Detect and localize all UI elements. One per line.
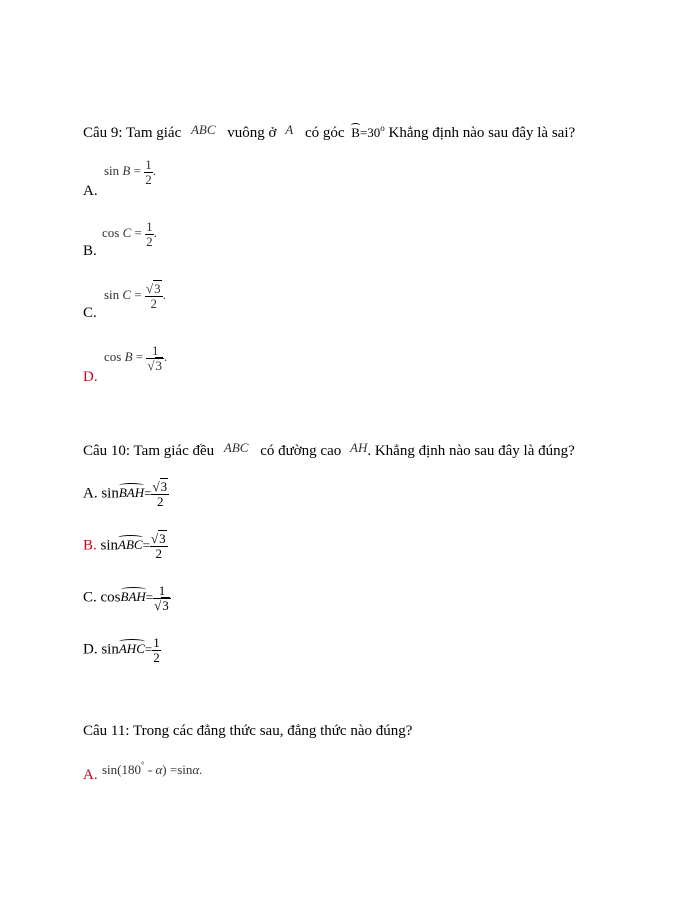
denominator: 2 (145, 296, 163, 310)
q10-option-b[interactable]: B. sinABC= $\frac{√3}{2}$ (83, 531, 166, 561)
q9-question (83, 124, 575, 141)
q9-angle-var: B (351, 125, 360, 140)
numerator: 3 (159, 531, 166, 546)
numerator: 1 (145, 157, 152, 172)
denominator: 2 (150, 546, 168, 560)
q9-option-b-label[interactable]: B. (83, 243, 97, 259)
q10-altitude: AH (350, 440, 368, 455)
q9-option-a-label[interactable]: A. (83, 183, 98, 199)
var: B (124, 348, 133, 364)
q11-option-a-formula: sin(180° - α) =sinα. (102, 760, 203, 777)
sqrt-icon: √3 (147, 358, 163, 373)
angle: ABC (118, 537, 143, 553)
q9-degree: o (380, 123, 385, 133)
q9-vertex: A (285, 122, 294, 137)
q9-statement: Khẳng định nào sau đây là sai? (388, 125, 576, 141)
fn: sin (102, 762, 118, 777)
q9-option-d-label[interactable]: D. (83, 369, 98, 385)
rhs: =sin (169, 762, 193, 777)
numerator: 3 (154, 281, 161, 296)
fn: sin (101, 485, 119, 502)
denominator: 2 (153, 650, 160, 665)
fn: sin (104, 286, 120, 302)
sqrt-icon: √3 (154, 598, 169, 613)
q10-statement: . Khẳng định nào sau đây là đúng? (367, 443, 575, 459)
numerator: 1 (153, 635, 160, 650)
q10-triangle: ABC (223, 440, 249, 455)
q9-angle-eq: =30 (359, 125, 381, 140)
q10-question (83, 440, 575, 459)
denominator: 2 (146, 234, 153, 249)
q9-angle-pre: có góc (304, 125, 345, 141)
numerator: 1 (151, 343, 159, 358)
fn: sin (104, 162, 120, 178)
denominator: 2 (151, 494, 169, 508)
denominator: 2 (145, 172, 152, 187)
q11-question: Câu 11: Trong các đẳng thức sau, đẳng thức nào đúng? (83, 723, 413, 739)
q9-mid: vuông ở (227, 125, 277, 141)
q10-mid: có đường cao (260, 443, 342, 459)
numerator: 1 (158, 583, 166, 598)
q10-prefix: Câu 10: Tam giác đều (83, 443, 215, 459)
fn: sin (100, 537, 119, 554)
q9-option-a-formula: sin B = $\frac{1}{2}$ . (104, 157, 156, 187)
fn: sin (101, 641, 119, 658)
fn: cos (100, 589, 121, 606)
numerator: 3 (160, 479, 168, 494)
q10-option-d-label: D. (83, 641, 98, 658)
q10-option-b-label: B. (83, 537, 97, 554)
minus: - (147, 762, 153, 777)
q9-option-b-formula: cos C = $\frac{1}{2}$ . (102, 219, 157, 249)
q9-prefix: Câu 9: Tam giác (83, 125, 182, 141)
angle: BAH (120, 589, 146, 605)
q9-option-c-formula: sin C = $\frac{√3}{2}$ . (104, 281, 166, 311)
q11-option-a-label[interactable]: A. (83, 767, 98, 783)
sqrt-icon: √3 (152, 479, 168, 494)
var: C (122, 286, 132, 302)
q9-angle (351, 125, 385, 140)
angle: AHC (118, 641, 145, 657)
fn: cos (102, 224, 120, 240)
denominator: 3 (162, 598, 169, 613)
q9-option-d-formula: cos B = $\frac{1}{√3}$ . (104, 343, 168, 373)
alpha-end: α. (192, 762, 203, 777)
q10-option-d[interactable]: D. sinAHC= $\frac{1}{2}$ (83, 635, 160, 665)
denominator: 3 (155, 358, 163, 373)
sqrt-icon: √3 (150, 531, 166, 546)
arg: 180 (121, 762, 142, 777)
q10-option-a[interactable]: A. sinBAH= $\frac{√3}{2}$ (83, 479, 168, 509)
q9-triangle: ABC (190, 122, 216, 137)
fn: cos (104, 348, 122, 364)
alpha: α (155, 762, 163, 777)
angle: BAH (118, 485, 145, 501)
sqrt-icon: √3 (145, 281, 161, 296)
q9-option-c-label[interactable]: C. (83, 305, 97, 321)
q10-option-c[interactable]: C. cosBAH= $\frac{1}{√3}$ (83, 583, 169, 613)
var: B (122, 162, 131, 178)
q10-option-a-label: A. (83, 485, 98, 502)
var: C (122, 224, 132, 240)
q10-option-c-label: C. (83, 589, 97, 606)
numerator: 1 (146, 219, 153, 234)
